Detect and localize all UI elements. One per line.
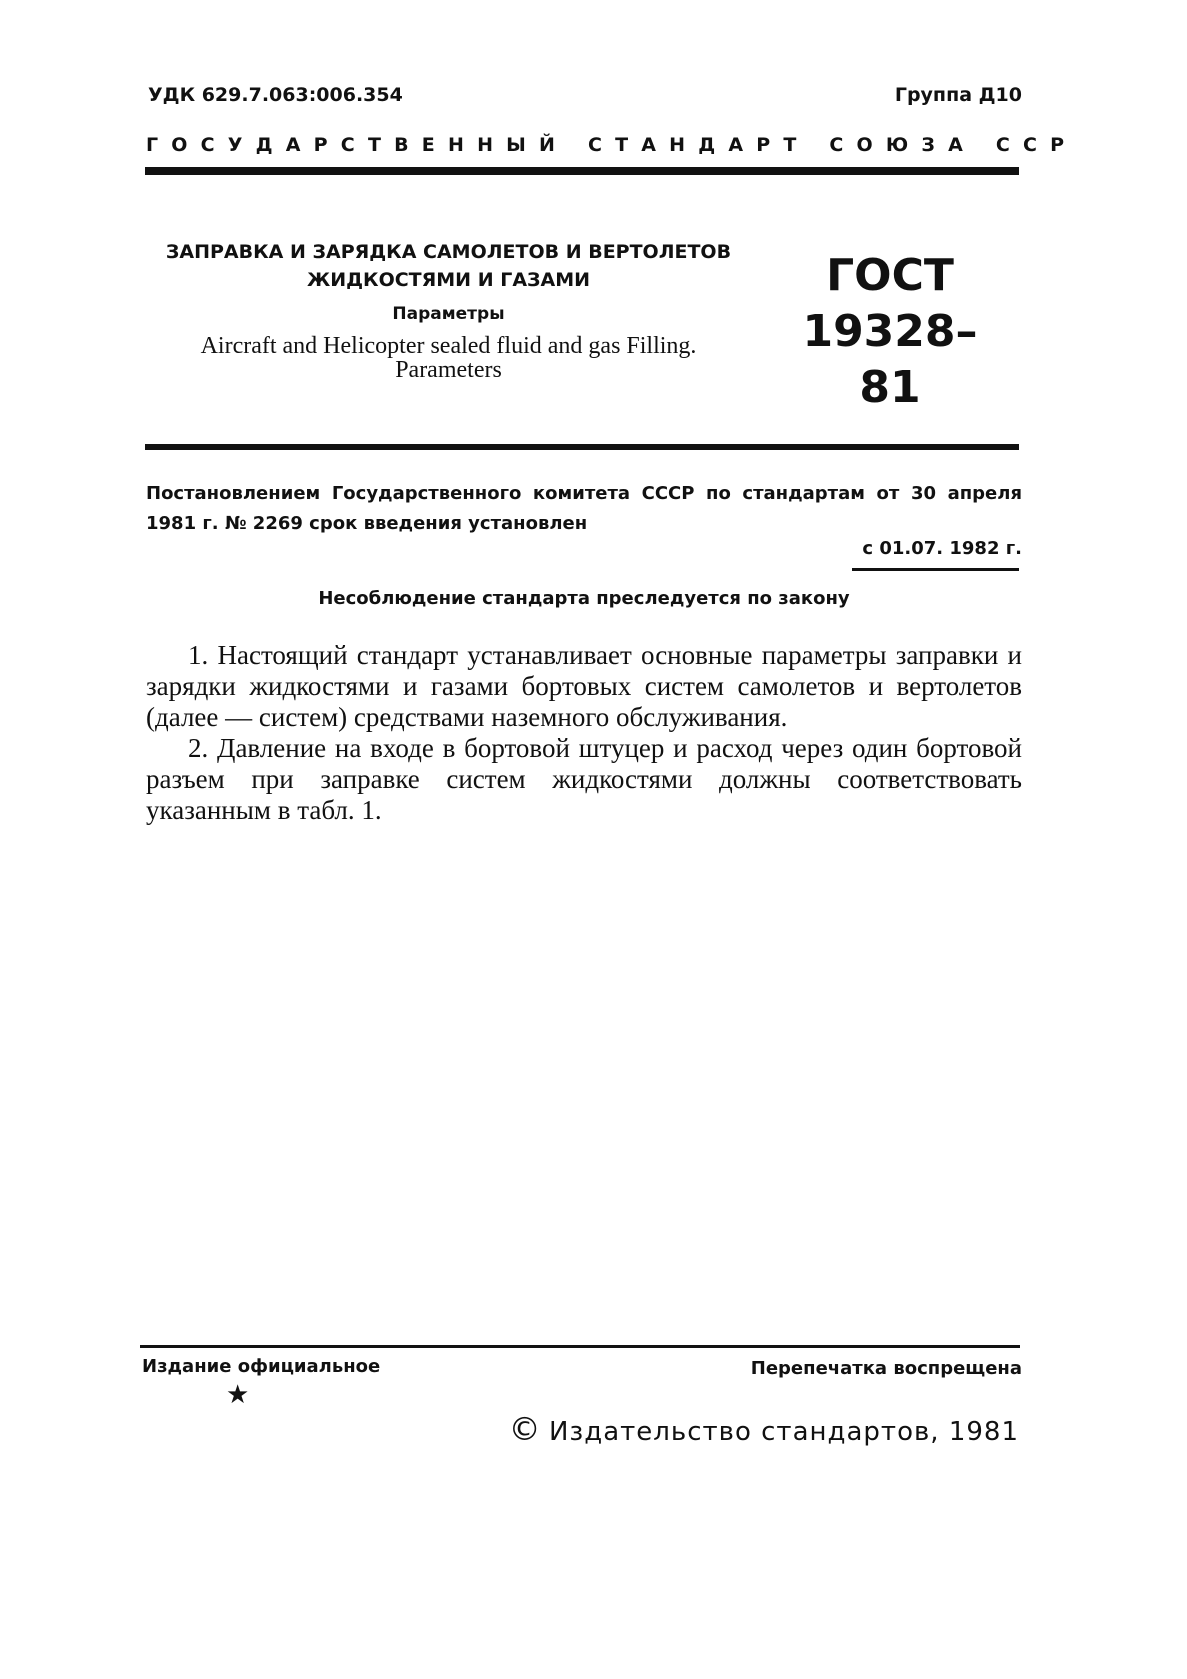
official-edition: Издание официальное xyxy=(142,1356,381,1377)
title-en xyxy=(146,334,751,382)
banner-rule xyxy=(145,167,1019,175)
reprint-notice: Перепечатка воспрещена xyxy=(750,1358,1022,1379)
title-rule xyxy=(145,444,1019,450)
decree-line2: 1981 г. № 2269 срок введения установлен xyxy=(146,513,588,534)
decree-line1: Постановлением Государственного комитета СССР по стандартам от 30 апреля xyxy=(146,483,1022,504)
footer-rule xyxy=(140,1345,1020,1348)
title-en-line1: Aircraft and Helicopter sealed fluid and gas Filling. xyxy=(200,333,697,359)
decree xyxy=(146,479,1022,539)
banner-title: ГОСУДАРСТВЕННЫЙ СТАНДАРТ СОЮЗА ССР xyxy=(146,134,1078,156)
group-code: Группа Д10 xyxy=(894,84,1022,106)
title-ru-subtitle: Параметры xyxy=(392,304,505,324)
paragraph-2: 2. Давление на входе в бортовой штуцер и расход через один бортовой разъем при заправке систем жидкостями должны соответствовать указанным в табл. 1. xyxy=(146,733,1022,825)
title-ru-line2: ЖИДКОСТЯМИ И ГАЗАМИ xyxy=(306,269,591,291)
body-text xyxy=(146,640,1022,826)
gost-designation xyxy=(790,248,990,416)
udk-code: УДК 629.7.063:006.354 xyxy=(148,84,403,106)
star-icon: ★ xyxy=(226,1380,250,1410)
gost-label: ГОСТ xyxy=(826,250,954,301)
gost-number: 19328–81 xyxy=(802,306,978,413)
publisher: Издательство стандартов, 1981 xyxy=(548,1417,1019,1447)
date-rule xyxy=(852,568,1019,571)
paragraph-1: 1. Настоящий стандарт устанавливает основные параметры заправки и зарядки жидкостями и газами бортовых систем самолетов и вертолетов (далее — систем) средствами наземного обслуживания. xyxy=(146,640,1022,732)
legal-warning: Несоблюдение стандарта преследуется по закону xyxy=(318,588,850,609)
title-ru-line1: ЗАПРАВКА И ЗАРЯДКА САМОЛЕТОВ И ВЕРТОЛЕТОВ xyxy=(165,241,732,263)
copyright-line xyxy=(509,1410,1019,1448)
effective-date: с 01.07. 1982 г. xyxy=(862,538,1022,559)
copyright-icon: © xyxy=(508,1410,541,1448)
title-en-line2: Parameters xyxy=(395,357,502,383)
title-block xyxy=(146,238,751,328)
